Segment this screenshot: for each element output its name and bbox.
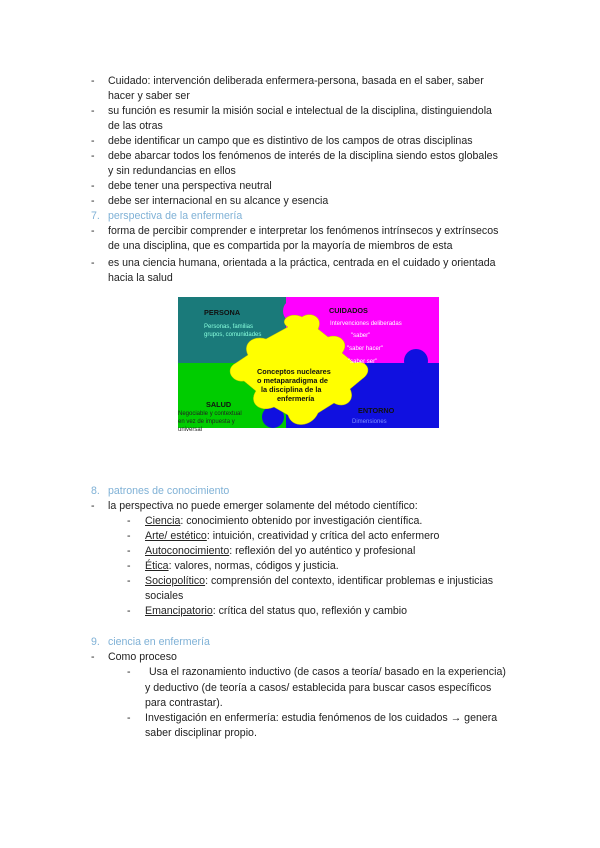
- entorno-tab: [404, 349, 428, 373]
- sub-bullet-text: Ciencia: conocimiento obtenido por investigación científica.: [145, 515, 423, 527]
- sub-bullet-dash: -: [127, 515, 131, 527]
- bullet-dash: -: [91, 135, 95, 147]
- section-number: 9.: [91, 636, 100, 648]
- bullet-text: la perspectiva no puede emerger solamente del método científico:: [108, 500, 418, 512]
- bullet-dash: -: [91, 257, 95, 269]
- sub-bullet-text: Emancipatorio: crítica del status quo, reflexión y cambio: [145, 605, 408, 617]
- sub-bullet-text: Usa el razonamiento inductivo (de casos a teoría/ basado en la experiencia): [149, 666, 506, 678]
- bullet-text: es una ciencia humana, orientada a la práctica, centrada en el cuidado y orientada: [108, 257, 496, 269]
- bullet-text-cont: y sin redundancias en ellos: [108, 165, 236, 177]
- entorno-text: Dimensiones: [352, 419, 387, 425]
- center-text: enfermería: [277, 394, 315, 403]
- sub-bullet-dash: -: [127, 666, 131, 678]
- section-heading: patrones de conocimiento: [108, 485, 230, 497]
- bullet-text: forma de percibir comprender e interpretar los fenómenos intrínsecos y extrínsecos: [108, 225, 499, 237]
- bullet-text: debe tener una perspectiva neutral: [108, 180, 272, 192]
- bullet-text-cont: de las otras: [108, 120, 163, 132]
- bullet-text: Cuidado: intervención deliberada enfermera-persona, basada en el saber, saber: [108, 75, 484, 87]
- sub-bullet-dash: -: [127, 545, 131, 557]
- bullet-text: debe ser internacional en su alcance y esencia: [108, 195, 329, 207]
- persona-text: grupos, comunidades: [204, 332, 262, 338]
- sub-bullet-dash: -: [127, 575, 131, 587]
- bullet-text-cont: de una disciplina, que es compartida por la mayoría de miembros de esta: [108, 240, 453, 252]
- entorno-title: ENTORNO: [358, 406, 395, 415]
- center-text: la disciplina de la: [261, 385, 322, 394]
- bullet-text: debe identificar un campo que es distintivo de los campos de otras disciplinas: [108, 135, 473, 147]
- sub-bullet-text-cont: y deductivo (de teoría a casos/ establecida para buscar casos específicos: [145, 682, 492, 694]
- sub-bullet-text: Ética: valores, normas, códigos y justicia.: [145, 560, 339, 572]
- cuidados-text: "saber ser": [348, 359, 378, 365]
- bullet-dash: -: [91, 225, 95, 237]
- bullet-dash: -: [91, 75, 95, 87]
- sub-bullet-text-cont: para contrastar).: [145, 697, 223, 709]
- bullet-text: debe abarcar todos los fenómenos de interés de la disciplina siendo estos globales: [108, 150, 498, 162]
- section-heading: ciencia en enfermería: [108, 636, 210, 648]
- sub-bullet-text: Autoconocimiento: reflexión del yo auténtico y profesional: [145, 545, 416, 557]
- salud-title: SALUD: [206, 400, 232, 409]
- bullet-text-cont: hacia la salud: [108, 272, 173, 284]
- section-number: 8.: [91, 485, 100, 497]
- salud-text: universal: [178, 427, 203, 433]
- sub-bullet-dash: -: [127, 605, 131, 617]
- bullet-text: Como proceso: [108, 651, 177, 663]
- persona-text: Personas, familias: [204, 324, 254, 330]
- bullet-dash: -: [91, 150, 95, 162]
- center-text: Conceptos nucleares: [257, 367, 331, 376]
- salud-text: en vez de impuesta y: [178, 419, 235, 425]
- bullet-dash: -: [91, 500, 95, 512]
- bullet-dash: -: [91, 180, 95, 192]
- bullet-dash: -: [91, 195, 95, 207]
- metaparadigm-puzzle-image: [178, 297, 439, 433]
- bullet-text-cont: hacer y saber ser: [108, 90, 190, 102]
- sub-bullet-dash: -: [127, 560, 131, 572]
- sub-bullet-dash: -: [127, 712, 131, 724]
- sub-bullet-text: Arte/ estético: intuición, creatividad y crítica del acto enfermero: [145, 530, 440, 542]
- section-number: 7.: [91, 210, 100, 222]
- cuidados-text: Intervenciones deliberadas: [330, 321, 402, 327]
- persona-title: PERSONA: [204, 308, 241, 317]
- sub-bullet-text-cont: saber disciplinar propio.: [145, 727, 257, 739]
- cuidados-text: "saber hacer": [347, 346, 383, 352]
- sub-bullet-text: Sociopolítico: comprensión del contexto, identificar problemas e injusticias: [145, 575, 494, 587]
- sub-bullet-text: Investigación en enfermería: estudia fenómenos de los cuidados → genera: [145, 712, 498, 724]
- bullet-dash: -: [91, 105, 95, 117]
- bullet-text: su función es resumir la misión social e intelectual de la disciplina, distinguiendola: [108, 105, 492, 117]
- center-text: o metaparadigma de: [257, 376, 328, 385]
- sub-bullet-text-cont: sociales: [145, 590, 184, 602]
- cuidados-text: "saber": [351, 333, 371, 339]
- sub-bullet-dash: -: [127, 530, 131, 542]
- salud-text: Negociable y contextual: [178, 411, 242, 417]
- bullet-dash: -: [91, 651, 95, 663]
- section-heading: perspectiva de la enfermería: [108, 210, 243, 222]
- cuidados-title: CUIDADOS: [329, 306, 368, 315]
